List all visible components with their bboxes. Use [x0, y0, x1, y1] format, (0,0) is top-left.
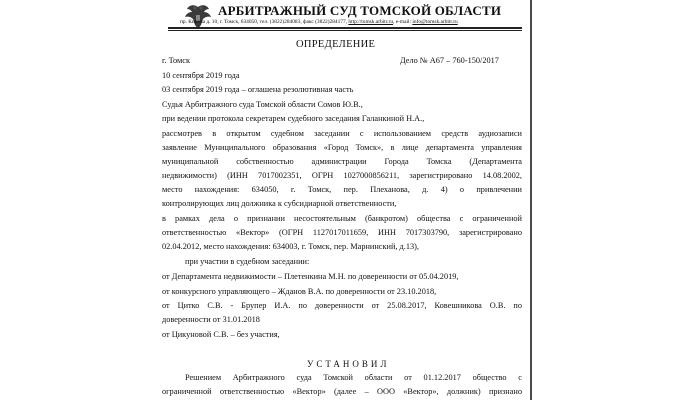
body-line: недвижимости) (ИНН 7017002351, ОГРН 1027000856211, зарегистрировано 14.08.2002,: [162, 171, 522, 180]
participant-line: от конкурсного управляющего – Жданов В.А. по доверенности от 23.10.2018,: [162, 287, 437, 296]
court-address: [180, 19, 458, 25]
address-text: пр. Кирова д. 10, г. Томск, 634050, тел. (3822)284083, факс (3822)284177,: [180, 19, 348, 25]
case-number: Дело № А67 – 760-150/2017: [400, 56, 499, 65]
document-type: ОПРЕДЕЛЕНИЕ: [296, 39, 376, 50]
case-frame-line: ответственностью «Вектор» (ОГРН 1127017011659, ИНН 7017303790, зарегистрировано: [162, 228, 522, 237]
participant-line: от Цикуновой С.В. – без участия,: [162, 330, 280, 339]
section-heading: УСТАНОВИЛ: [307, 359, 390, 369]
body-line: муниципальной собственностью администрации Города Томска (Департамента: [162, 157, 522, 166]
document-date: 10 сентября 2019 года: [162, 71, 240, 80]
header-divider-thin: [168, 30, 522, 31]
body-line: рассмотрев в открытом судебном заседании с использованием средств аудиозаписи: [162, 129, 522, 138]
findings-line: ограниченной ответственностью «Вектор» (далее – ООО «Вектор», должник) признано: [162, 387, 522, 396]
body-line: контролирующих лиц должника к субсидиарной ответственности,: [162, 199, 397, 208]
header-divider: [168, 27, 522, 29]
body-line: место нахождения: 634050, г. Томск, пер. Плеханова, д. 4) о привлечении: [162, 185, 522, 194]
findings-line: Решением Арбитражного суда Томской области от 01.12.2017 общество с: [185, 373, 522, 382]
case-frame-line: в рамках дела о признании несостоятельным (банкротом) общества с ограниченной: [162, 214, 522, 223]
participant-line: от Департамента недвижимости – Плетенкина М.Н. по доверенности от 05.04.2019,: [162, 272, 459, 281]
participation-line: при участии в судебном заседании:: [185, 257, 310, 266]
viewer-background: [534, 0, 680, 400]
email-link[interactable]: info@tomsk.arbitr.ru: [412, 19, 458, 25]
body-line: заявление Муниципального образования «Город Томск», в лице департамента управления: [162, 143, 522, 152]
page-edge: [530, 0, 532, 400]
court-name: АРБИТРАЖНЫЙ СУД ТОМСКОЙ ОБЛАСТИ: [218, 3, 502, 18]
case-frame-line: 02.04.2012, место нахождения: 634003, г. Томск, пер. Марнинский, д.13),: [162, 242, 419, 251]
website-link[interactable]: http://tomsk.arbitr.ru: [348, 19, 394, 25]
resolution-date-line: 03 сентября 2019 года – оглашена резолютивная часть: [162, 85, 354, 94]
judge-line: Судья Арбитражного суда Томской области Сомов Ю.В.,: [162, 100, 363, 109]
participant-line: доверенности от 31.01.2018: [162, 315, 260, 324]
participant-line: от Цитко С.В. - Брупер И.А. по доверенности от 25.08.2017, Ковешникова О.В. по: [162, 301, 522, 310]
protocol-line: при ведении протокола секретарем судебного заседания Галанкиной Н.А.,: [162, 114, 425, 123]
city: г. Томск: [162, 56, 191, 65]
email-label: , e-mail:: [393, 19, 411, 25]
